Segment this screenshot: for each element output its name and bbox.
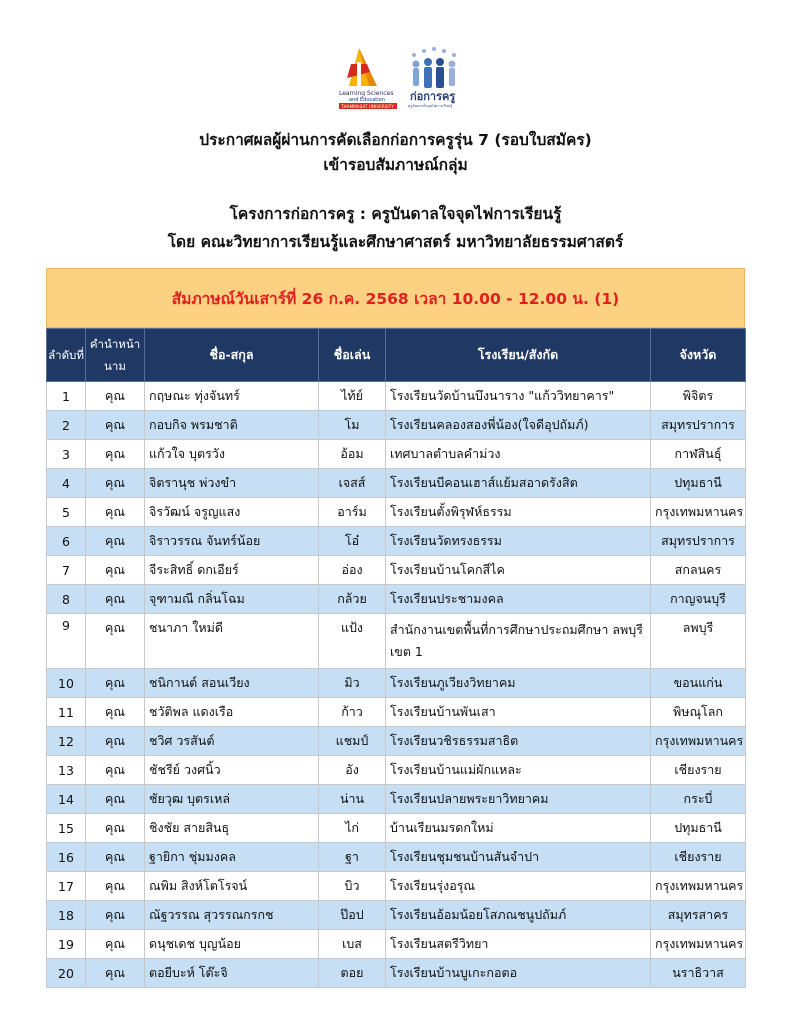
row-province: สมุทรสาคร	[651, 901, 746, 930]
row-nickname: โอ๋	[319, 527, 386, 556]
row-nickname: น่าน	[319, 785, 386, 814]
table-row	[47, 440, 746, 469]
col-header-province: จังหวัด	[651, 329, 746, 382]
row-number: 11	[47, 698, 86, 727]
row-school: โรงเรียนชุมชนบ้านสันจำปา	[386, 843, 651, 872]
row-prefix: คุณ	[86, 469, 145, 498]
row-name: ชิงชัย สายสินธุ	[145, 814, 319, 843]
row-number: 16	[47, 843, 86, 872]
row-name: ณพิม สิงห์โตโรจน์	[145, 872, 319, 901]
row-name: กอบกิจ พรมชาติ	[145, 411, 319, 440]
col-header-no: ลำดับที่	[47, 329, 86, 382]
table-row	[47, 585, 746, 614]
row-name: ชนาภา ใหม่ดี	[145, 614, 319, 669]
row-name: ดนุชเดช บุญน้อย	[145, 930, 319, 959]
row-number: 20	[47, 959, 86, 988]
table-row	[47, 930, 746, 959]
row-province: นราธิวาส	[651, 959, 746, 988]
row-school: โรงเรียนอ้อมน้อยโสภณชนูปถัมภ์	[386, 901, 651, 930]
table-row	[47, 556, 746, 585]
row-province: พิจิตร	[651, 382, 746, 411]
table-row	[47, 469, 746, 498]
row-prefix: คุณ	[86, 669, 145, 698]
row-province: พิษณุโลก	[651, 698, 746, 727]
row-school: โรงเรียนบ้านแม่ผักแหละ	[386, 756, 651, 785]
row-prefix: คุณ	[86, 382, 145, 411]
row-province: กาญจนบุรี	[651, 585, 746, 614]
announcement-subtitle: เข้ารอบสัมภาษณ์กลุ่ม	[323, 156, 468, 174]
row-nickname: อัง	[319, 756, 386, 785]
table-row	[47, 901, 746, 930]
table-row	[47, 614, 746, 669]
row-name: ตอยีบะห์ โต๊ะจิ	[145, 959, 319, 988]
row-nickname: บิว	[319, 872, 386, 901]
row-number: 8	[47, 585, 86, 614]
row-school: โรงเรียนรุ่งอรุณ	[386, 872, 651, 901]
table-row	[47, 727, 746, 756]
row-nickname: แชมป์	[319, 727, 386, 756]
col-header-prefix: คำนำหน้านาม	[86, 329, 145, 382]
row-name: ณัฐวรรณ สุวรรณกรกช	[145, 901, 319, 930]
table-row	[47, 527, 746, 556]
row-prefix: คุณ	[86, 556, 145, 585]
table-row	[47, 669, 746, 698]
row-name: ชนิกานต์ สอนเวียง	[145, 669, 319, 698]
row-nickname: เจสส์	[319, 469, 386, 498]
project-name: โครงการก่อการครู : ครูบันดาลใจจุดไฟการเรียนรู้	[229, 205, 562, 223]
row-number: 7	[47, 556, 86, 585]
row-number: 17	[47, 872, 86, 901]
row-province: กรุงเทพมหานคร	[651, 727, 746, 756]
row-number: 5	[47, 498, 86, 527]
row-prefix: คุณ	[86, 614, 145, 669]
table-row	[47, 382, 746, 411]
row-number: 13	[47, 756, 86, 785]
row-school: บ้านเรียนมรดกใหม่	[386, 814, 651, 843]
row-name: ชัชรีย์ วงศนิ้ว	[145, 756, 319, 785]
row-province: สมุทรปราการ	[651, 527, 746, 556]
row-nickname: โม	[319, 411, 386, 440]
svg-text:ครูบันดาลใจจุดไฟการเรียนรู้: ครูบันดาลใจจุดไฟการเรียนรู้	[408, 104, 453, 108]
table-row	[47, 756, 746, 785]
svg-text:and Education: and Education	[349, 97, 385, 103]
row-nickname: อ่อง	[319, 556, 386, 585]
row-prefix: คุณ	[86, 843, 145, 872]
row-province: กรุงเทพมหานคร	[651, 498, 746, 527]
row-number: 6	[47, 527, 86, 556]
row-number: 18	[47, 901, 86, 930]
row-number: 10	[47, 669, 86, 698]
table-row	[47, 698, 746, 727]
row-nickname: ก้าว	[319, 698, 386, 727]
logo-area	[0, 44, 791, 112]
table-row	[47, 959, 746, 988]
row-prefix: คุณ	[86, 930, 145, 959]
row-prefix: คุณ	[86, 727, 145, 756]
row-number: 4	[47, 469, 86, 498]
row-province: ปทุมธานี	[651, 814, 746, 843]
row-prefix: คุณ	[86, 756, 145, 785]
row-name: จิตรานุช พ่วงขำ	[145, 469, 319, 498]
row-number: 15	[47, 814, 86, 843]
row-name: ชัยวุฒ บุตรเหล่	[145, 785, 319, 814]
row-prefix: คุณ	[86, 585, 145, 614]
row-name: จีระสิทธิ์ ดกเอียร์	[145, 556, 319, 585]
row-school: โรงเรียนภูเวียงวิทยาคม	[386, 669, 651, 698]
row-prefix: คุณ	[86, 411, 145, 440]
row-nickname: อ้อม	[319, 440, 386, 469]
announcement-title: ประกาศผลผู้ผ่านการคัดเลือกก่อการครูรุ่น 7 (รอบใบสมัคร)	[199, 131, 592, 149]
row-province: กรุงเทพมหานคร	[651, 930, 746, 959]
row-school: โรงเรียนสตรีวิทยา	[386, 930, 651, 959]
row-province: ลพบุรี	[651, 614, 746, 669]
row-name: แก้วใจ บุตรวัง	[145, 440, 319, 469]
table-row	[47, 498, 746, 527]
organizer: โดย คณะวิทยาการเรียนรู้และศึกษาศาสตร์ มหาวิทยาลัยธรรมศาสตร์	[167, 233, 624, 251]
svg-text:ก่อการครู: ก่อการครู	[410, 90, 456, 103]
row-nickname: ป๊อป	[319, 901, 386, 930]
row-school: โรงเรียนบ้านบูเกะกอตอ	[386, 959, 651, 988]
svg-text:Learning Sciences: Learning Sciences	[339, 90, 394, 97]
row-school: โรงเรียนบีคอนเฮาส์แย้มสอาดรังสิต	[386, 469, 651, 498]
results-table	[46, 328, 746, 988]
row-prefix: คุณ	[86, 901, 145, 930]
row-nickname: ตอย	[319, 959, 386, 988]
row-school: โรงเรียนประชามงคล	[386, 585, 651, 614]
row-name: ชวัติพล แดงเรือ	[145, 698, 319, 727]
row-nickname: อาร์ม	[319, 498, 386, 527]
row-nickname: ฐา	[319, 843, 386, 872]
table-row	[47, 411, 746, 440]
table-header-row	[47, 329, 746, 382]
row-name: ชวิศ วรสันต์	[145, 727, 319, 756]
row-prefix: คุณ	[86, 498, 145, 527]
row-prefix: คุณ	[86, 698, 145, 727]
results-table-section	[46, 268, 745, 988]
row-prefix: คุณ	[86, 527, 145, 556]
table-row	[47, 843, 746, 872]
row-province: สมุทรปราการ	[651, 411, 746, 440]
row-prefix: คุณ	[86, 814, 145, 843]
row-number: 2	[47, 411, 86, 440]
col-header-name: ชื่อ-สกุล	[145, 329, 319, 382]
row-number: 1	[47, 382, 86, 411]
row-nickname: กล้วย	[319, 585, 386, 614]
row-name: จิรวัฒน์ จรูญแสง	[145, 498, 319, 527]
col-header-school: โรงเรียน/สังกัด	[386, 329, 651, 382]
row-province: ขอนแก่น	[651, 669, 746, 698]
session-banner: สัมภาษณ์วันเสาร์ที่ 26 ก.ค. 2568 เวลา 10.00 - 12.00 น. (1)	[46, 268, 745, 328]
row-number: 19	[47, 930, 86, 959]
row-name: จิราวรรณ จันทร์น้อย	[145, 527, 319, 556]
col-header-nickname: ชื่อเล่น	[319, 329, 386, 382]
row-prefix: คุณ	[86, 959, 145, 988]
svg-text:THAMMASAT UNIVERSITY: THAMMASAT UNIVERSITY	[341, 104, 394, 109]
row-number: 12	[47, 727, 86, 756]
kokarnkru-logo	[404, 46, 464, 110]
table-row	[47, 814, 746, 843]
row-name: ฐายิกา ชุ่มมงคล	[145, 843, 319, 872]
row-province: กระบี่	[651, 785, 746, 814]
row-school: โรงเรียนตั้งพิรุฬห์ธรรม	[386, 498, 651, 527]
table-row	[47, 785, 746, 814]
table-body	[47, 382, 746, 988]
row-prefix: คุณ	[86, 440, 145, 469]
row-number: 9	[47, 614, 86, 669]
row-nickname: แป้ง	[319, 614, 386, 669]
row-school: สำนักงานเขตพื้นที่การศึกษาประถมศึกษา ลพบุรี เขต 1	[386, 614, 651, 669]
row-province: กรุงเทพมหานคร	[651, 872, 746, 901]
row-province: เชียงราย	[651, 756, 746, 785]
row-province: ปทุมธานี	[651, 469, 746, 498]
row-nickname: มิว	[319, 669, 386, 698]
row-school: โรงเรียนบ้านโคกสีไค	[386, 556, 651, 585]
row-nickname: ไก่	[319, 814, 386, 843]
lsed-logo	[337, 44, 401, 110]
row-school: โรงเรียนวชิรธรรมสาธิต	[386, 727, 651, 756]
table-row	[47, 872, 746, 901]
row-school: โรงเรียนบ้านพันเสา	[386, 698, 651, 727]
row-nickname: ไท้ย์	[319, 382, 386, 411]
row-name: จุฑามณี กลิ่นโฉม	[145, 585, 319, 614]
row-school: เทศบาลตำบลคำม่วง	[386, 440, 651, 469]
row-number: 3	[47, 440, 86, 469]
row-name: กฤษณะ ทุ่งจันทร์	[145, 382, 319, 411]
row-province: สกลนคร	[651, 556, 746, 585]
row-prefix: คุณ	[86, 872, 145, 901]
row-number: 14	[47, 785, 86, 814]
row-province: กาฬสินธุ์	[651, 440, 746, 469]
row-nickname: เบส	[319, 930, 386, 959]
row-prefix: คุณ	[86, 785, 145, 814]
row-school: โรงเรียนปลายพระยาวิทยาคม	[386, 785, 651, 814]
row-school: โรงเรียนวัดบ้านบึงนาราง "แก้ววิทยาคาร"	[386, 382, 651, 411]
row-school: โรงเรียนคลองสองพี่น้อง(ใจดีอุปถัมภ์)	[386, 411, 651, 440]
row-province: เชียงราย	[651, 843, 746, 872]
row-school: โรงเรียนวัดทรงธรรม	[386, 527, 651, 556]
